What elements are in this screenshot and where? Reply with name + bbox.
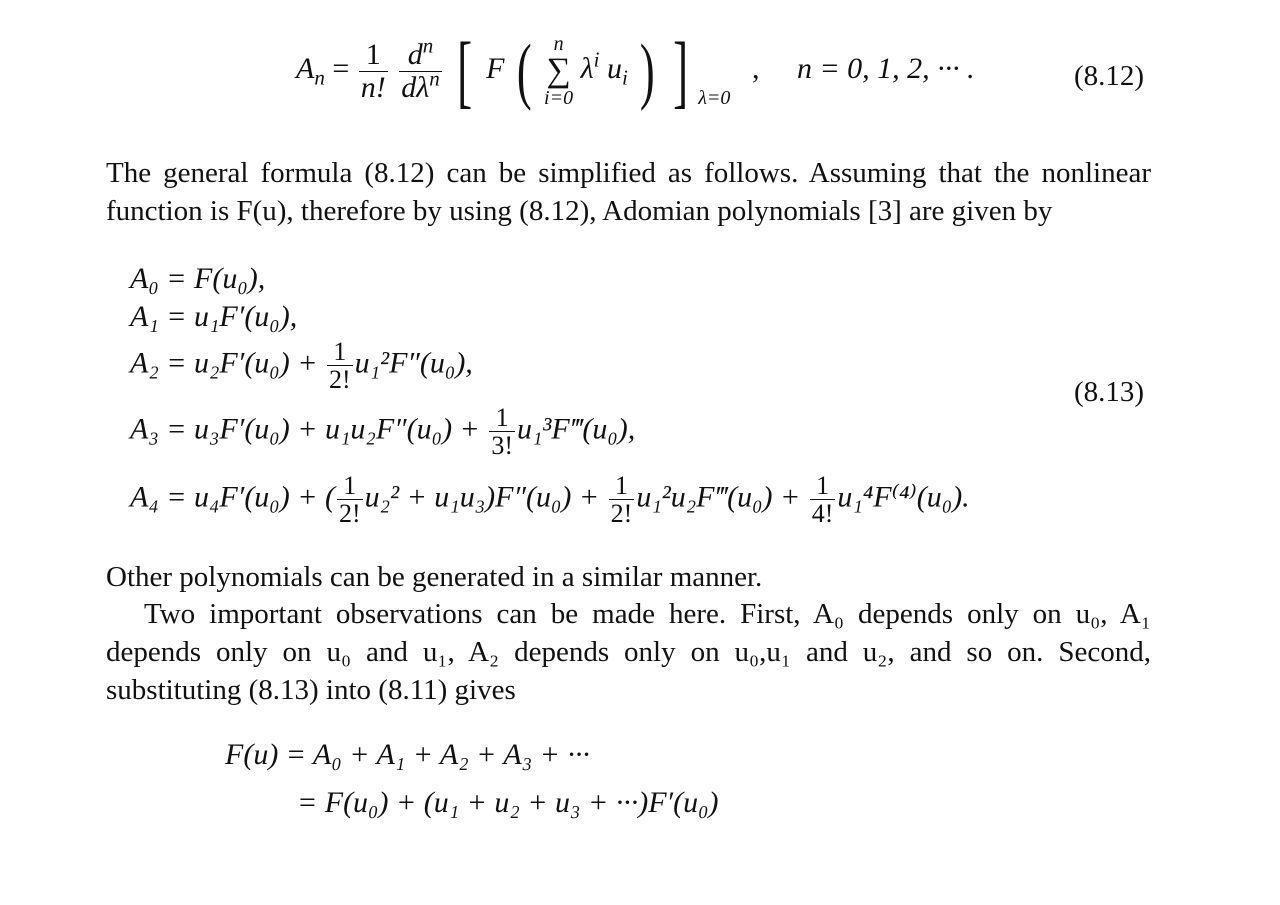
right-paren: ) — [640, 30, 656, 112]
equation-a1: A₁ = u₁F′(u₀), — [130, 300, 298, 333]
equation-a4: A₄ = u₄F′(u₀) + ( $\frac{1}{2!}$ u₂² + u₁u₃)F″(u₀) + $\frac{1}{2!}$ u₁²u₂F‴(u₀) + $\frac{1}{4!}$ u₁⁴F⁽⁴⁾(u₀). — [130, 471, 970, 529]
left-paren: ( — [516, 30, 532, 112]
summand: $\lambda^i$ $u_i$ — [580, 47, 628, 90]
paragraph-other-polynomials — [106, 558, 1151, 596]
paragraph-intro — [106, 154, 1151, 230]
text-line: Two important observations can be made here. First, A₀ depends only on u₀, A₁ — [144, 598, 1151, 630]
function-f: F — [486, 51, 505, 85]
left-bracket: [ — [457, 25, 473, 116]
text-line: function is F(u), therefore by using (8.12), Adomian polynomials [3] are given by — [106, 195, 1053, 227]
equation-system-8-13 — [130, 262, 1090, 542]
text-line: Other polynomials can be generated in a similar manner. — [106, 561, 763, 593]
text-line: depends only on u₀ and u₁, A₂ depends only on u₀,u₁ and u₂, and so on. Second, — [106, 636, 1151, 668]
text-line: substituting (8.13) into (8.11) gives — [106, 674, 516, 706]
equation-final-line-2: = F(u₀) + (u₁ + u₂ + u₃ + ···)F′(u₀) — [297, 786, 719, 819]
eq-lhs: $A_n$ — [296, 51, 325, 90]
summation: n ∑ i=0 — [544, 33, 574, 109]
index-range: n = 0, 1, 2, ··· . — [796, 51, 975, 85]
equals-sign: = — [332, 51, 350, 85]
equation-number-8-12: (8.12) — [1074, 60, 1145, 92]
equation-final-line-1: F(u) = A₀ + A₁ + A₂ + A₃ + ··· — [225, 738, 590, 771]
equation-number-8-13: (8.13) — [1074, 376, 1145, 408]
fraction-derivative: $\frac{d^n}{d\lambda^n}$ — [401, 33, 440, 104]
equation-a2: A₂ = u₂F′(u₀) + $\frac{1}{2!}$ u₁²F″(u₀), — [130, 337, 473, 395]
equation-8-12: $A_n$ = $\frac{1}{n!}$ $\frac{d^n}{d\lambda^n}$ [ F ( n ∑ i=0 $\lambda^i$ $u_i$ ) ] $_{\lambda=0}$ , n = 0, 1, 2, ··· . — [296, 25, 975, 116]
fraction-one-over-n-factorial: $\frac{1}{n!}$ — [360, 38, 386, 104]
equation-a3: A₃ = u₃F′(u₀) + u₁u₂F″(u₀) + $\frac{1}{3!}$ u₁³F‴(u₀), — [130, 403, 636, 461]
right-bracket: ] — [673, 25, 689, 116]
equation-a0: A₀ = F(u₀), — [130, 262, 266, 295]
evaluation-subscript: λ=0 — [698, 86, 731, 109]
paragraph-observations — [106, 595, 1151, 709]
text-line: The general formula (8.12) can be simplified as follows. Assuming that the nonlinear — [106, 157, 1151, 189]
